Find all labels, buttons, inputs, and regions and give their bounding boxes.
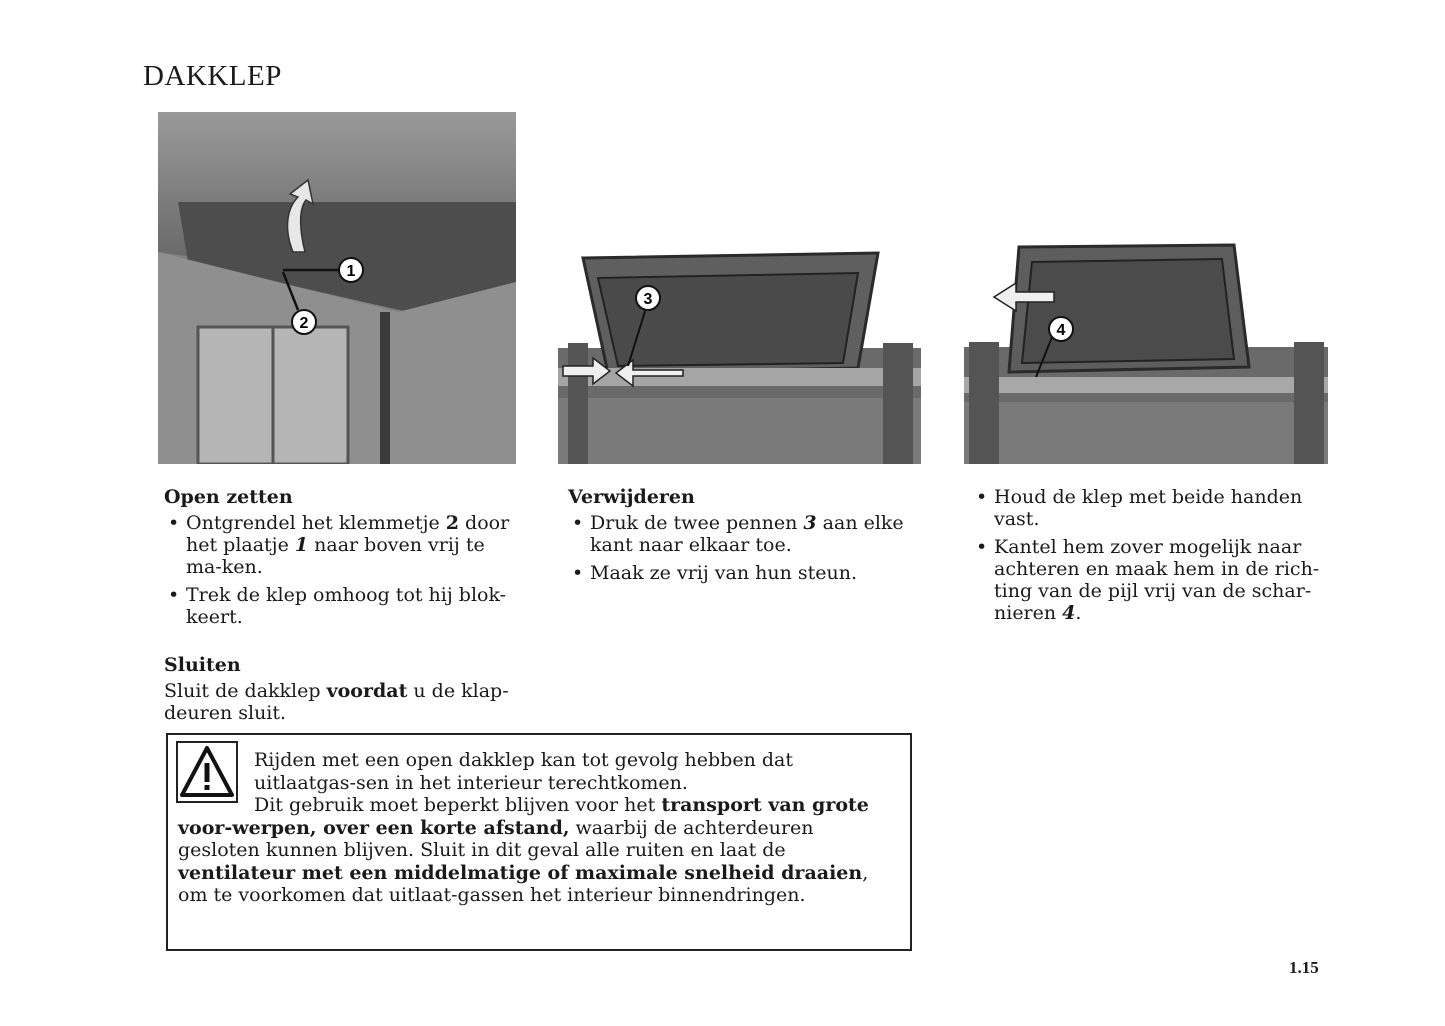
callout-4	[1049, 317, 1073, 341]
section-heading-close: Sluiten	[164, 654, 241, 676]
list-item: • Druk de twee pennen 3 aan elke kant naar elkaar toe.	[572, 512, 904, 556]
warning-text: Rijden met een open dakklep kan tot gevolg hebben dat uitlaatgas-sen in het interieur terechtkomen. Dit gebruik moet beperkt blijven voor het transport van grote voor-werpen, over een korte afstand, waarbij de achterdeuren gesloten kunnen blijven. Sluit in dit geval alle ruiten en laat de ventilateur met een middelmatige of maximale snelheid draaien, om te voorkomen dat uitlaat-gassen het interieur binnendringen.	[178, 749, 869, 906]
page-title: DAKKLEP	[143, 60, 282, 92]
photo-open-hatch	[158, 112, 516, 464]
close-paragraph: Sluit de dakklep voordat u de klap-deuren sluit.	[164, 680, 509, 724]
photo-remove-pins	[558, 248, 921, 464]
svg-text:2: 2	[299, 315, 309, 332]
list-item: • Kantel hem zover mogelijk naar achteren en maak hem in de rich-ting van de pijl vrij van de schar-nieren 4.	[976, 536, 1320, 624]
photo-tilt-hatch	[964, 237, 1328, 464]
callout-1	[339, 258, 363, 282]
svg-text:1: 1	[346, 263, 356, 280]
callout-2	[292, 310, 316, 334]
svg-text:4: 4	[1056, 322, 1066, 339]
svg-text:3: 3	[643, 291, 653, 308]
page-number: 1.15	[1289, 958, 1319, 977]
section-hold	[972, 486, 1324, 630]
section-open	[164, 486, 519, 724]
section-heading-remove: Verwijderen	[568, 486, 695, 508]
list-item: • Maak ze vrij van hun steun.	[572, 562, 858, 584]
section-heading-open: Open zetten	[164, 486, 293, 508]
section-remove	[568, 486, 920, 590]
callout-3	[636, 286, 660, 310]
warning-box	[166, 733, 912, 951]
list-item: • Trek de klep omhoog tot hij blok-keert.	[168, 584, 507, 628]
list-item: • Houd de klep met beide handen vast.	[976, 486, 1303, 530]
list-item: • Ontgrendel het klemmetje 2 door het plaatje 1 naar boven vrij te ma-ken.	[168, 512, 510, 578]
